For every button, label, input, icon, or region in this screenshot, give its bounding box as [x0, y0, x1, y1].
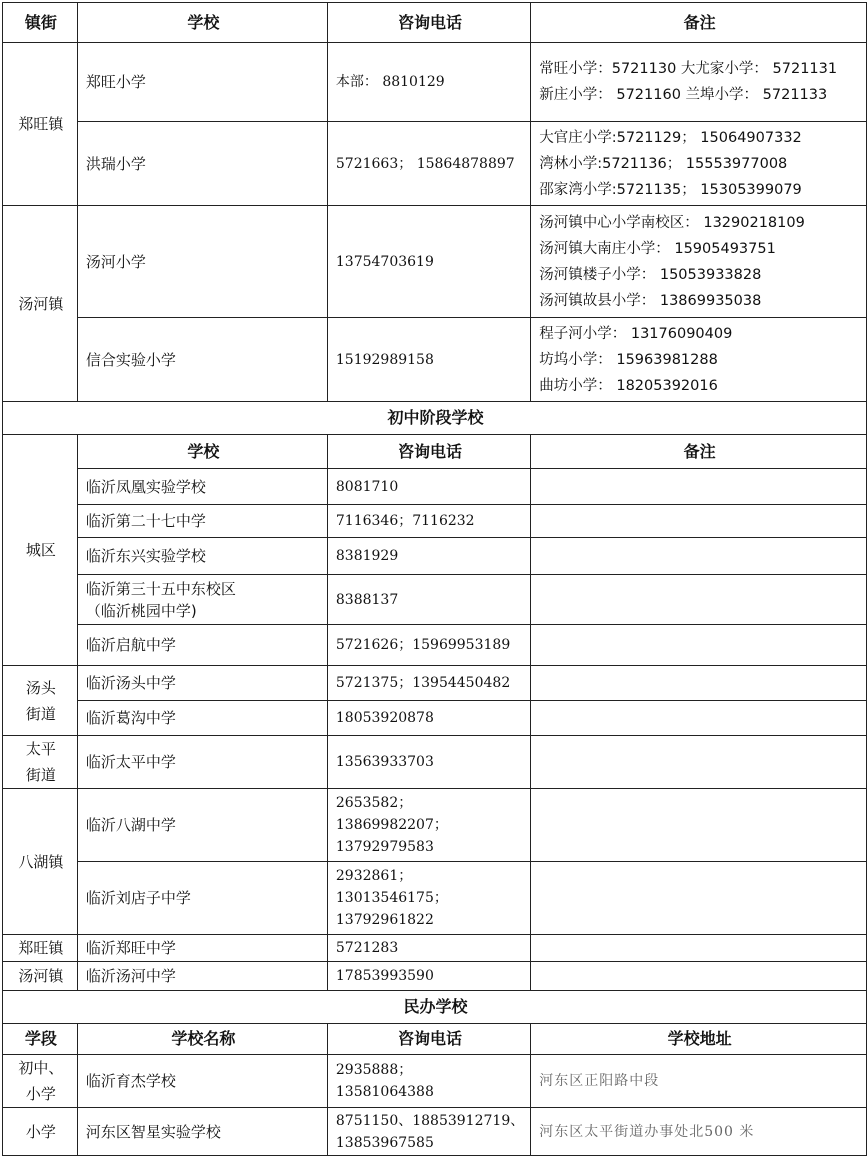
- header-town: 镇街: [3, 3, 78, 43]
- school-name: [77, 575, 327, 625]
- section-row: [3, 402, 867, 435]
- town-cell: 郑旺镇: [3, 935, 78, 962]
- header-school: 学校: [77, 3, 327, 43]
- note-line: 常旺小学：5721130 大尤家小学： 5721131: [539, 61, 838, 77]
- note-cell: [531, 789, 867, 862]
- note-line: 湾林小学:5721136； 15553977008: [539, 155, 788, 172]
- school-name-line: （临沂桃园中学): [85, 601, 197, 620]
- note-cell: [531, 962, 867, 991]
- school-name: 临沂太平中学: [77, 736, 327, 789]
- school-name: 临沂汤头中学: [77, 666, 327, 701]
- stage-cell: 小学: [3, 1108, 78, 1156]
- note-cell: [531, 206, 867, 318]
- table-row: [3, 935, 867, 962]
- note-line: 汤河镇中心小学南校区： 13290218109: [539, 214, 805, 231]
- town-cell: 郑旺镇: [3, 43, 78, 206]
- note-cell: [531, 318, 867, 402]
- table-row: [3, 318, 867, 402]
- header-stage: 学段: [3, 1024, 78, 1055]
- note-line: 程子河小学： 13176090409: [539, 325, 733, 342]
- note-cell: [531, 862, 867, 935]
- section-row: [3, 991, 867, 1024]
- school-name: 临沂刘店子中学: [77, 862, 327, 935]
- phone-cell: 5721375；13954450482: [327, 666, 530, 701]
- section-title-middle: 初中阶段学校: [3, 402, 867, 435]
- town-cell: 汤河镇: [3, 962, 78, 991]
- phone-cell: 8381929: [327, 538, 530, 575]
- phone-cell: 18053920878: [327, 701, 530, 736]
- table-row: [3, 43, 867, 122]
- phone-cell: [327, 1055, 530, 1108]
- header-note: 备注: [531, 435, 867, 469]
- note-cell: [531, 701, 867, 736]
- header-school: 学校: [77, 435, 327, 469]
- school-name: 信合实验小学: [77, 318, 327, 402]
- phone-line: 8751150、18853912719、: [335, 1112, 525, 1129]
- school-name: 临沂育杰学校: [77, 1055, 327, 1108]
- header-phone: 咨询电话: [327, 3, 530, 43]
- note-line: 汤河镇楼子小学： 15053933828: [539, 266, 762, 283]
- phone-line: 13792979583: [335, 839, 434, 855]
- note-cell: [531, 666, 867, 701]
- town-cell: [3, 736, 78, 789]
- note-cell: [531, 625, 867, 666]
- phone-cell: 17853993590: [327, 962, 530, 991]
- phone-line: 2935888；: [335, 1062, 413, 1078]
- table-row: [3, 469, 867, 505]
- private-header-row: [3, 1024, 867, 1055]
- stage-line: 初中、: [18, 1059, 64, 1077]
- phone-cell: [327, 789, 530, 862]
- note-cell: [531, 43, 867, 122]
- school-name: 临沂第二十七中学: [77, 505, 327, 538]
- phone-cell: 5721626；15969953189: [327, 625, 530, 666]
- primary-header-row: [3, 3, 867, 43]
- phone-cell: [327, 1108, 530, 1156]
- note-line: 汤河镇故县小学： 13869935038: [539, 292, 762, 309]
- phone-line: 2932861；: [335, 868, 413, 884]
- phone-cell: 8081710: [327, 469, 530, 505]
- school-contact-table: [2, 2, 867, 1156]
- phone-line: 13869982207；: [335, 817, 448, 833]
- note-cell: [531, 505, 867, 538]
- note-line: 邵家湾小学:5721135； 15305399079: [539, 181, 802, 198]
- header-address: 学校地址: [531, 1024, 867, 1055]
- phone-cell: 5721663； 15864878897: [327, 122, 530, 206]
- note-cell: [531, 469, 867, 505]
- table-row: [3, 505, 867, 538]
- note-line: 新庄小学： 5721160 兰埠小学： 5721133: [539, 87, 828, 103]
- note-cell: [531, 575, 867, 625]
- phone-line: 13792961822: [335, 912, 434, 928]
- school-name: 临沂东兴实验学校: [77, 538, 327, 575]
- header-note: 备注: [531, 3, 867, 43]
- town-cell: 八湖镇: [3, 789, 78, 935]
- stage-cell: [3, 1055, 78, 1108]
- section-title-private: 民办学校: [3, 991, 867, 1024]
- table-row: [3, 538, 867, 575]
- school-name: 临沂启航中学: [77, 625, 327, 666]
- address-cell: 河东区太平街道办事处北500 米: [531, 1108, 867, 1156]
- phone-line: 13013546175；: [335, 890, 448, 906]
- phone-cell: [327, 862, 530, 935]
- note-line: 坊坞小学： 15963981288: [539, 351, 718, 368]
- note-cell: [531, 935, 867, 962]
- note-line: 曲坊小学： 18205392016: [539, 377, 718, 394]
- school-name: 河东区智星实验学校: [77, 1108, 327, 1156]
- header-phone: 咨询电话: [327, 1024, 530, 1055]
- phone-line: 13853967585: [335, 1134, 434, 1151]
- phone-cell: 本部： 8810129: [327, 43, 530, 122]
- town-line: 街道: [25, 704, 56, 723]
- table-row: [3, 789, 867, 862]
- school-name: 临沂八湖中学: [77, 789, 327, 862]
- table-row: [3, 625, 867, 666]
- town-line: 汤头: [25, 678, 56, 697]
- table-row: [3, 962, 867, 991]
- phone-line: 2653582；: [335, 795, 413, 811]
- phone-cell: 7116346；7116232: [327, 505, 530, 538]
- phone-cell: 5721283: [327, 935, 530, 962]
- phone-cell: 8388137: [327, 575, 530, 625]
- table-row: [3, 736, 867, 789]
- phone-cell: 15192989158: [327, 318, 530, 402]
- table-row: [3, 1108, 867, 1156]
- note-line: 汤河镇大南庄小学： 15905493751: [539, 240, 776, 257]
- phone-cell: 13754703619: [327, 206, 530, 318]
- town-cell: 城区: [3, 435, 78, 666]
- town-line: 太平: [25, 740, 56, 758]
- phone-cell: 13563933703: [327, 736, 530, 789]
- middle-header-row: [3, 435, 867, 469]
- school-name: 临沂汤河中学: [77, 962, 327, 991]
- table-row: [3, 575, 867, 625]
- note-cell: [531, 538, 867, 575]
- school-name: 临沂郑旺中学: [77, 935, 327, 962]
- school-name: 临沂葛沟中学: [77, 701, 327, 736]
- table-row: [3, 122, 867, 206]
- table-row: [3, 1055, 867, 1108]
- table-row: [3, 701, 867, 736]
- stage-line: 小学: [25, 1085, 56, 1103]
- school-name: 郑旺小学: [77, 43, 327, 122]
- table-row: [3, 862, 867, 935]
- note-cell: [531, 736, 867, 789]
- school-name: 临沂凤凰实验学校: [77, 469, 327, 505]
- address-cell: 河东区正阳路中段: [531, 1055, 867, 1108]
- town-line: 街道: [25, 766, 56, 784]
- phone-line: 13581064388: [335, 1084, 434, 1100]
- town-cell: [3, 666, 78, 736]
- school-name: 汤河小学: [77, 206, 327, 318]
- town-cell: 汤河镇: [3, 206, 78, 402]
- header-phone: 咨询电话: [327, 435, 530, 469]
- header-name: 学校名称: [77, 1024, 327, 1055]
- note-cell: [531, 122, 867, 206]
- table-row: [3, 206, 867, 318]
- school-name: 洪瑞小学: [77, 122, 327, 206]
- table-row: [3, 666, 867, 701]
- note-line: 大官庄小学:5721129； 15064907332: [539, 129, 802, 146]
- school-name-line: 临沂第三十五中东校区: [85, 579, 236, 598]
